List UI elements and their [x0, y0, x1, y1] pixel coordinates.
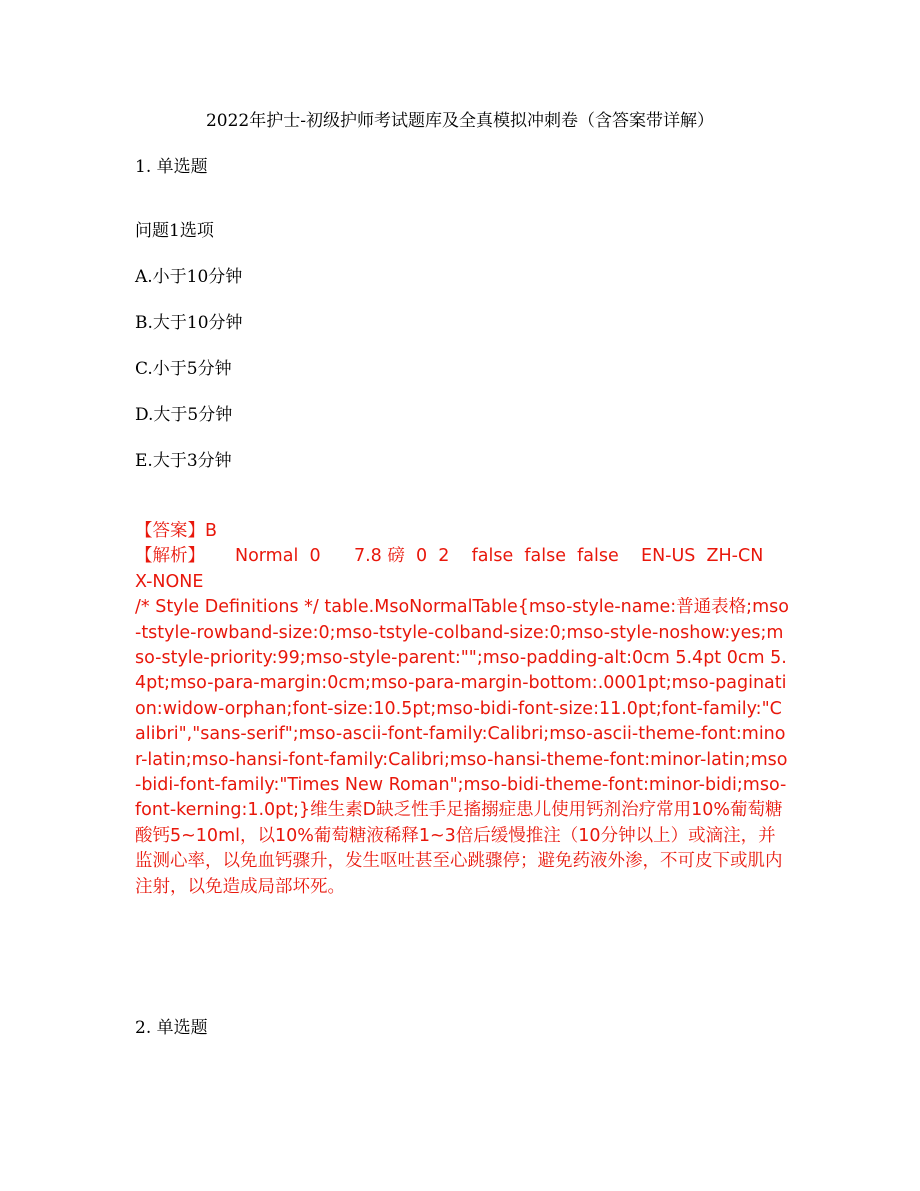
answer-line — [135, 519, 790, 544]
question-1-heading: 1. 单选题 — [135, 157, 208, 177]
option-b: B.大于10分钟 — [135, 313, 243, 333]
option-c: C.小于5分钟 — [135, 359, 232, 379]
option-d: D.大于5分钟 — [135, 405, 233, 425]
explanation-header-line — [135, 544, 790, 595]
option-a: A.小于10分钟 — [135, 267, 243, 287]
document-title: 2022年护士-初级护师考试题库及全真模拟冲刺卷（含答案带详解） — [205, 111, 714, 131]
explanation-header: Normal 0 7.8 磅 0 2 false false false EN-US ZH-CN X-NONE — [135, 546, 775, 592]
question-2-heading: 2. 单选题 — [135, 1018, 208, 1038]
explanation-body: /* Style Definitions */ table.MsoNormalTable{mso-style-name:普通表格;mso-tstyle-rowband-size:0;mso-tstyle-colband-size:0;mso-style-noshow:yes;mso-style-priority:99;mso-style-parent:"";mso-padding-alt:0cm 5.4pt 0cm 5.4pt;mso-para-margin:0cm;mso-para-margin-bottom:.0001pt;mso-pagination:widow-orphan;font-size:10.5pt;mso-bidi-font-size:11.0pt;font-family:"Calibri","sans-serif";mso-ascii-font-family:Calibri;mso-ascii-theme-font:minor-latin;mso-hansi-font-family:Calibri;mso-hansi-theme-font:minor-latin;mso-bidi-font-family:"Times New Roman";mso-bidi-theme-font:minor-bidi;mso-font-kerning:1.0pt;}维生素D缺乏性手足搐搦症患儿使用钙剂治疗常用10%葡萄糖酸钙5~10ml，以10%葡萄糖液稀释1~3倍后缓慢推注（10分钟以上）或滴注，并监测心率，以免血钙骤升，发生呕吐甚至心跳骤停；避免药液外渗，不可皮下或肌内注射，以免造成局部坏死。 — [135, 597, 789, 897]
answer-explanation-block — [135, 519, 790, 900]
option-e: E.大于3分钟 — [135, 451, 232, 471]
explanation-label: 【解析】 — [135, 546, 205, 567]
answer-label: 【答案】 — [135, 521, 205, 541]
answer-value: B — [205, 521, 218, 541]
question-1-prompt: 问题1选项 — [135, 221, 214, 241]
